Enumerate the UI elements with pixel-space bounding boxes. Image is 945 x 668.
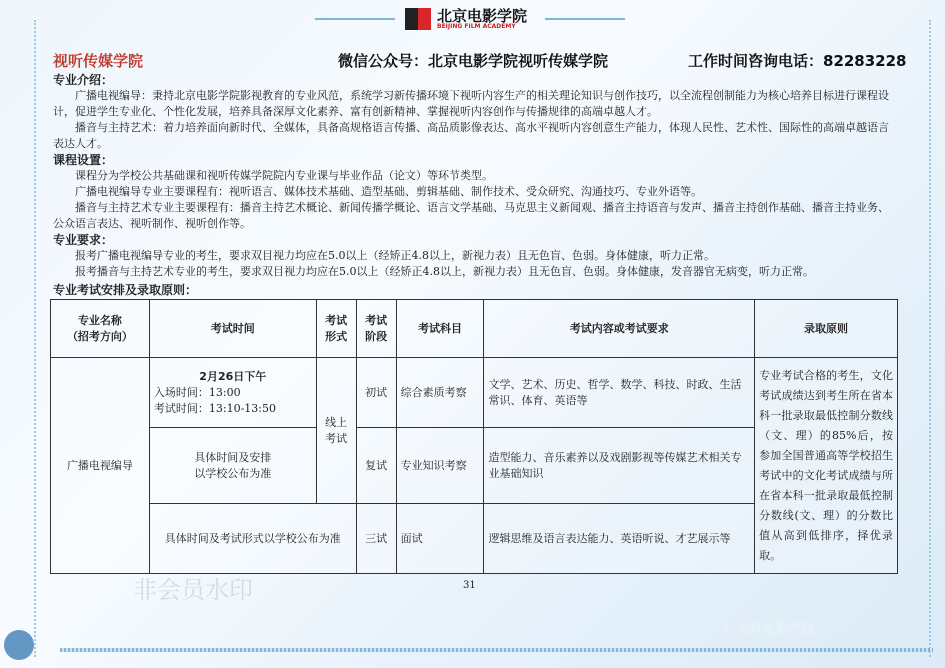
col-time: 考试时间 <box>149 300 316 358</box>
requirements-p1: 报考广播电视编导专业的考生，要求双目视力均应在5.0以上（经矫正4.8以上，新视力表）且无色盲、色弱。身体健康，听力正常。 <box>75 249 715 262</box>
subject-cell: 综合素质考察 <box>396 358 484 428</box>
col-stage: 考试 阶段 <box>356 300 396 358</box>
content-cell: 文学、艺术、历史、哲学、数学、科技、时政、生活常识、体育、英语等 <box>484 358 755 428</box>
stage-cell: 三试 <box>356 504 396 574</box>
logo-en: BEIJING FILM ACADEMY <box>437 22 516 30</box>
col-form: 考试 形式 <box>316 300 356 358</box>
content-cell: 造型能力、音乐素养以及戏剧影视等传媒艺术相关专业基础知识 <box>484 428 755 504</box>
table-row <box>51 358 898 428</box>
major-cell: 广播电视编导 <box>51 358 150 574</box>
footer-logo: ★ 北京电影学院 <box>720 622 815 637</box>
subject-cell: 专业知识考察 <box>396 428 484 504</box>
bottom-border <box>60 648 933 652</box>
courses-heading: 课程设置： <box>53 153 114 167</box>
subject-cell: 面试 <box>396 504 484 574</box>
page-footer <box>53 574 898 614</box>
admission-cell: 专业考试合格的考生，文化考试成绩达到考生所在省本科一批录取最低控制分数线（文、理）的85%后，按参加全国普通高等学校招生考试中的文化考试成绩与所在省本科一批录取最低控制分数线(文、理）的分数比值从高到低排序，择优录取。 <box>755 358 898 574</box>
consult-phone: 工作时间咨询电话：82283228 <box>688 52 907 70</box>
page-number: 31 <box>463 580 476 591</box>
time-cell: 具体时间及考试形式以学校公布为准 <box>149 504 356 574</box>
intro-p1: 广播电视编导：秉持北京电影学院影视教育的专业风范，系统学习新传播环境下视听内容生产的相关理论知识与创作技巧，以全流程创制能力为核心培养目标进行课程设计，促进学生专业化、个性化发展，培养具备深厚文化素养、富有创新精神、掌握视听内容创作与传播规律的高端卓越人才。 <box>53 89 889 118</box>
time-cell: 具体时间及安排 以学校公布为准 <box>149 428 316 504</box>
logo-line-left <box>315 18 395 34</box>
entry-time: 入场时间：13:00 <box>153 385 241 399</box>
stage-cell: 复试 <box>356 428 396 504</box>
col-major: 专业名称 （招考方向） <box>51 300 150 358</box>
intro-p2: 播音与主持艺术：着力培养面向新时代、全媒体，具备高规格语言传播、高品质影像表达、高水平视听内容创意生产能力，体现人民性、艺术性、国际性的高端卓越语言表达人才。 <box>53 121 889 150</box>
col-content: 考试内容或考试要求 <box>484 300 755 358</box>
film-camera-icon <box>4 630 34 660</box>
exam-heading: 专业考试安排及录取原则： <box>53 283 198 297</box>
logo-line-right <box>545 18 625 34</box>
watermark: 非会员水印 <box>133 576 253 604</box>
content-cell: 逻辑思维及语言表达能力、英语听说、才艺展示等 <box>484 504 755 574</box>
academy-logo <box>405 8 527 30</box>
time-cell <box>149 358 316 428</box>
exam-duration: 考试时间：13:10-13:50 <box>153 401 277 415</box>
courses-p2: 广播电视编导专业主要课程有：视听语言、媒体技术基础、造型基础、剪辑基础、制作技术、受众研究、沟通技巧、专业外语等。 <box>75 185 702 198</box>
school-name: 视听传媒学院 <box>53 52 144 70</box>
exam-table <box>50 299 898 574</box>
requirements-heading: 专业要求： <box>53 233 114 247</box>
col-subject: 考试科目 <box>396 300 484 358</box>
courses-p3: 播音与主持艺术专业主要课程有：播音主持艺术概论、新闻传播学概论、语言文学基础、马克思主义新闻观、播音主持语音与发声、播音主持创作基础、播音主持业务、公众语言表达、视听制作、视听创作等。 <box>53 201 889 230</box>
intro-heading: 专业介绍： <box>53 73 114 87</box>
exam-date: 2月26日下午 <box>199 369 267 383</box>
star-logo-icon <box>405 8 431 30</box>
col-admission: 录取原则 <box>755 300 898 358</box>
stage-cell: 初试 <box>356 358 396 428</box>
requirements-p2: 报考播音与主持艺术专业的考生，要求双目视力均应在5.0以上（经矫正4.8以上，新视力表）且无色盲、色弱。身体健康，发音器官无病变，听力正常。 <box>75 265 814 278</box>
form-cell: 线上 考试 <box>316 358 356 504</box>
courses-p1: 课程分为学校公共基础课和视听传媒学院院内专业课与毕业作品（论文）等环节类型。 <box>75 169 493 182</box>
page-content <box>53 72 898 614</box>
logo-cn: 北京电影学院 <box>437 6 528 25</box>
wechat-account: 微信公众号：北京电影学院视听传媒学院 <box>338 52 609 70</box>
table-header-row <box>51 300 898 358</box>
